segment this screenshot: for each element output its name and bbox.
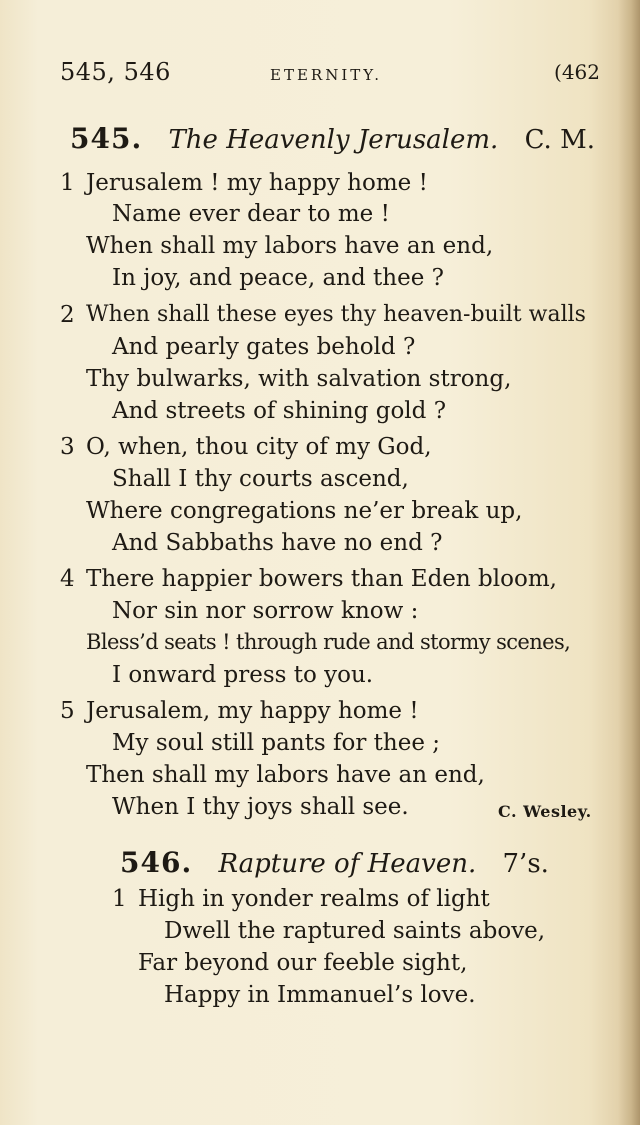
stanza-number: 5 [60,698,75,724]
hymn-range: 545, 546 [60,58,171,86]
hymn-meter: C. M. [524,125,595,155]
stanza-line: Thy bulwarks, with salvation strong, [86,366,512,392]
stanza-line: I onward press to you. [112,662,374,688]
stanza-number: 2 [60,302,75,328]
stanza-line: Bless’d seats ! through rude and stormy scenes, [86,630,571,654]
stanza-line: Dwell the raptured saints above, [164,918,546,944]
stanza-line: When shall my labors have an end, [86,233,494,259]
page-number: (462 [554,60,600,84]
stanza-line: Then shall my labors have an end, [86,762,485,788]
hymn-545-heading [70,122,595,155]
stanza-number: 1 [60,170,75,196]
stanza-line: Far beyond our feeble sight, [138,950,468,976]
stanza-line: Jerusalem ! my happy home ! [86,170,428,196]
stanza-line: Where congregations ne’er break up, [86,498,523,524]
section-title: ETERNITY. [270,66,382,84]
stanza-line: Happy in Immanuel’s love. [164,982,476,1008]
stanza-number: 4 [60,566,75,592]
hymn-546-heading [120,846,549,879]
author-attribution: C. Wesley. [498,802,592,821]
stanza-line: O, when, thou city of my God, [86,434,432,460]
stanza-line: When I thy joys shall see. [112,794,409,820]
stanza-line: When shall these eyes thy heaven-built walls [86,302,586,327]
stanza-number: 1 [112,886,127,912]
hymn-title: Rapture of Heaven. [218,849,477,879]
stanza-line: My soul still pants for thee ; [112,730,441,756]
stanza-line: And streets of shining gold ? [112,398,447,424]
stanza-line: And Sabbaths have no end ? [112,530,443,556]
stanza-line: Jerusalem, my happy home ! [86,698,419,724]
stanza-line: High in yonder realms of light [138,886,490,912]
stanza-line: Nor sin nor sorrow know : [112,598,419,624]
stanza-line: There happier bowers than Eden bloom, [86,566,557,592]
stanza-line: In joy, and peace, and thee ? [112,265,444,291]
page-edge-shadow [618,0,640,1125]
stanza-number: 3 [60,434,75,460]
hymn-number: 546. [120,846,193,879]
running-head [60,58,600,94]
hymn-meter: 7’s. [502,849,549,879]
stanza-line: Shall I thy courts ascend, [112,466,409,492]
stanza-line: And pearly gates behold ? [112,334,416,360]
hymn-title: The Heavenly Jerusalem. [168,125,499,155]
hymn-number: 545. [70,122,143,155]
stanza-line: Name ever dear to me ! [112,201,390,227]
